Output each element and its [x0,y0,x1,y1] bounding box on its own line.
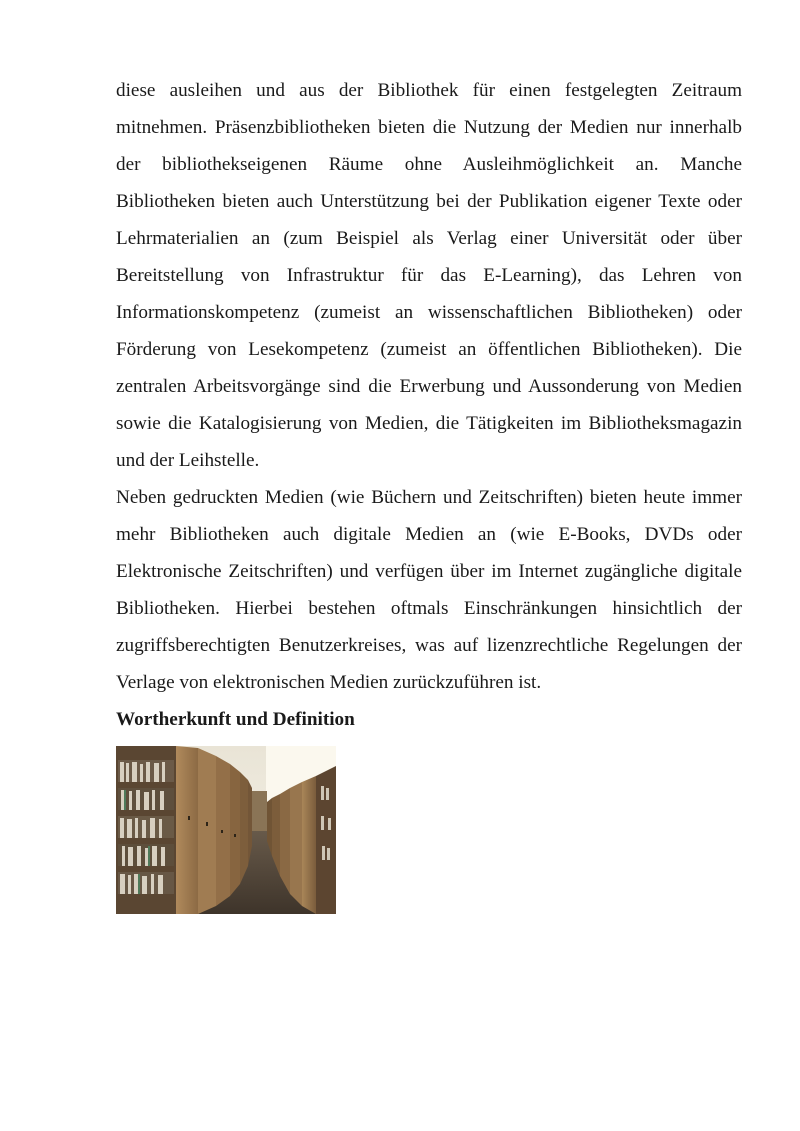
library-stacks-illustration [116,746,336,914]
section-heading: Wortherkunft und Definition [116,709,355,730]
library-stacks-photo [116,746,336,914]
body-paragraph-1: diese ausleihen und aus der Bibliothek für einen festgelegten Zeitraum mitnehmen. Präsenzbibliotheken bieten die Nutzung der Medien nur innerhalb der bibliothekseigenen Räume ohne Ausleihmöglichkeit an. Manche Bibliotheken bieten auch Unterstützung bei der Publikation eigener Texte oder Lehrmaterialien an (zum Beispiel als Verlag einer Universität oder über Bereitstellung von Infrastruktur für das E-Learning), das Lehren von Informationskompetenz (zumeist an wissenschaftlichen Bibliotheken) oder Förderung von Lesekompetenz (zumeist an öffentlichen Bibliotheken). Die zentralen Arbeitsvorgänge sind die Erwerbung und Aussonderung von Medien sowie die Katalogisierung von Medien, die Tätigkeiten im Bibliotheksmagazin und der Leihstelle. [116,80,742,471]
document-page [116,72,742,914]
body-paragraph-2: Neben gedruckten Medien (wie Büchern und Zeitschriften) bieten heute immer mehr Bibliotheken auch digitale Medien an (wie E-Books, DVDs oder Elektronische Zeitschriften) und verfügen über im Internet zugängliche digitale Bibliotheken. Hierbei bestehen oftmals Einschränkungen hinsichtlich der zugriffsberechtigten Benutzerkreises, was auf lizenzrechtliche Regelungen der Verlage von elektronischen Medien zurückzuführen ist. [116,487,742,693]
